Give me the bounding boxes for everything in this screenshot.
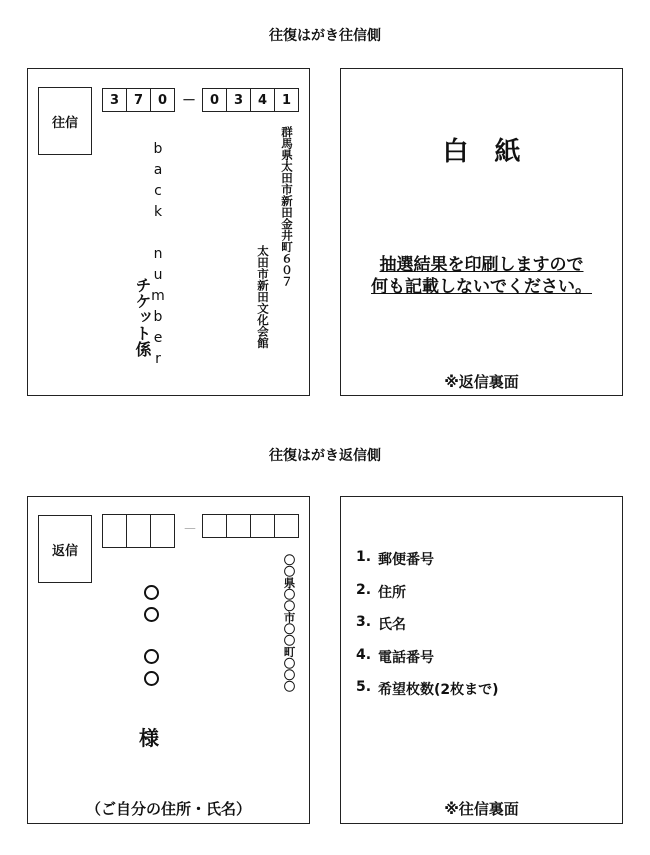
notice-line1: 抽選結果を印刷しますので xyxy=(379,255,584,275)
required-items-list xyxy=(356,549,499,712)
list-item-number: 2. xyxy=(356,581,372,598)
list-item-label: 氏名 xyxy=(378,617,406,633)
outgoing-zip-first xyxy=(102,88,175,112)
outgoing-stamp-box xyxy=(38,87,92,155)
zip-empty-cell xyxy=(250,514,275,538)
placeholder-circle xyxy=(144,671,159,686)
zip-digit: 1 xyxy=(274,88,299,112)
reply-address-placeholder: 〇〇県〇〇市〇〇町〇〇〇 xyxy=(282,554,297,692)
outgoing-section-title: 往復はがき往信側 xyxy=(269,28,381,44)
list-item xyxy=(356,679,499,712)
reply-zip-dash: － xyxy=(183,522,197,538)
reply-zip-second xyxy=(202,514,299,538)
outgoing-address-line1: 群馬県太田市新田金井町６０７ xyxy=(280,126,294,287)
notice-text xyxy=(341,254,622,298)
outgoing-back-card xyxy=(340,68,623,396)
reply-address-footer: （ご自分の住所・氏名） xyxy=(85,800,251,818)
placeholder-circle xyxy=(144,649,159,664)
reply-stamp-label: 返信 xyxy=(51,543,78,559)
blank-title: 白 紙 xyxy=(442,137,521,167)
list-item xyxy=(356,647,499,680)
honorific: 様 xyxy=(139,726,159,750)
outgoing-zip-dash: － xyxy=(182,93,196,109)
outgoing-zip-second xyxy=(202,88,299,112)
zip-empty-cell xyxy=(102,514,127,548)
zip-digit: 4 xyxy=(250,88,275,112)
outgoing-name-line2: チケット係 xyxy=(133,277,152,357)
outgoing-name-line1: back number xyxy=(150,141,166,372)
notice-line2: 何も記載しないでください。 xyxy=(371,277,592,297)
name-placeholder-circles xyxy=(144,585,159,686)
reply-address-card xyxy=(27,496,310,824)
outgoing-stamp-label: 往信 xyxy=(51,115,78,131)
reply-zip-first xyxy=(102,514,175,548)
list-item-number: 1. xyxy=(356,549,372,565)
zip-digit: 7 xyxy=(126,88,151,112)
placeholder-circle xyxy=(144,607,159,622)
zip-empty-cell xyxy=(150,514,175,548)
reply-stamp-box xyxy=(38,515,92,583)
list-item-label: 住所 xyxy=(378,584,406,601)
reply-back-footer: ※往信裏面 xyxy=(444,800,519,818)
outgoing-address-line2: 太田市新田文化会館 xyxy=(256,245,270,349)
list-item-number: 4. xyxy=(356,646,372,663)
zip-empty-cell xyxy=(226,514,251,538)
placeholder-circle xyxy=(144,585,159,600)
reply-section-title: 往復はがき返信側 xyxy=(269,448,381,464)
zip-empty-cell xyxy=(202,514,227,538)
list-item-label: 郵便番号 xyxy=(378,552,434,568)
outgoing-address-card xyxy=(27,68,310,396)
list-item-number: 3. xyxy=(356,614,372,630)
zip-empty-cell xyxy=(274,514,299,538)
list-item-number: 5. xyxy=(356,679,372,695)
zip-digit: 3 xyxy=(226,88,251,112)
zip-empty-cell xyxy=(126,514,151,548)
list-item xyxy=(356,549,499,582)
outgoing-back-footer: ※返信裏面 xyxy=(444,373,519,391)
zip-digit: 0 xyxy=(150,88,175,112)
list-item xyxy=(356,582,499,615)
zip-digit: 3 xyxy=(102,88,127,112)
list-item xyxy=(356,614,499,647)
list-item-label: 希望枚数(2枚まで) xyxy=(378,682,499,698)
reply-back-card xyxy=(340,496,623,824)
list-item-label: 電話番号 xyxy=(378,649,434,666)
zip-digit: 0 xyxy=(202,88,227,112)
